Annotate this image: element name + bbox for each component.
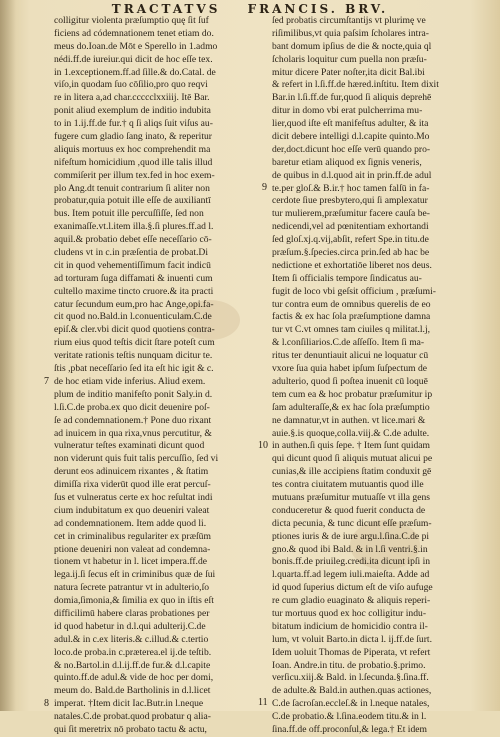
text-line: imperat. †Item dicit Iac.Butr.in l.neque [54, 698, 204, 710]
text-line: ſe ad condemnationem.† Pone duo rixant [54, 414, 212, 426]
text-line: der,doct.dicunt hoc eſſe verū quando pro- [272, 143, 431, 155]
text-line: fugit de loco vbi geſsit officium , præſumi- [272, 285, 436, 297]
text-line: ſed probatis circumſtantijs vt plurimę ve [272, 15, 426, 26]
gutter-shadow [0, 0, 16, 711]
text-line: adulterio, quod ſi poſtea inuenit cū loquē [272, 375, 428, 387]
text-line: nifeſtum homicidium ,quod ille talis illud [54, 156, 213, 168]
text-line: lier,quod iſte eſt manifeſtus adulter, & ita [272, 118, 429, 130]
text-line: meum do. Bald.de Bartholinis in d.l.licet [54, 685, 211, 697]
text-line: te.per gloſ.& B.ir.† hoc tamen falſū in fa- [272, 182, 430, 194]
margin-number-11: 11 [258, 697, 268, 708]
text-line: cludens vt in c.in præſentia de probat.Di [54, 247, 208, 259]
text-line: commiſerit per illum tex.fed in hoc exem- [54, 169, 215, 181]
text-line: Ioan. Andre.in titu. de probatio.§.primo. [272, 659, 426, 671]
text-line: & l.conſiliarios.C.de aſſeſſo. Item ſi ma- [272, 337, 425, 349]
text-line: ne damnatur,vt in authen. vt lice.mari & [272, 414, 426, 426]
text-line: ad condemnationem. Item adde quod li. [54, 517, 207, 529]
text-line: dimiſſa rixa viderūt quod ille erat percuſ- [54, 479, 211, 491]
text-line: ptiones iuris & de iure argu.l.ſina.C.de pi [272, 530, 430, 542]
text-line: ritus ter denuntiauit alicui ne loquatur cū [272, 350, 429, 362]
text-line: tur vt C.vt omnes tam ciuiles q militat.l.j, [272, 324, 431, 336]
running-head [0, 2, 500, 16]
text-line: exanimaſſe.vt.l.item illa.§.ſi plures.ff.ad l. [54, 221, 214, 233]
margin-number-9: 9 [262, 182, 267, 193]
text-line: nedictione et exhortatiōe liberet nos deus. [272, 259, 432, 271]
margin-number-8: 8 [44, 698, 49, 709]
text-line: gno.& quod ibi Bald. & in l.ſi ventri.§.in [272, 543, 428, 555]
text-line: ſina.ff.de off.proconſul,& lega.† Et idem [272, 723, 427, 735]
text-line: verſicu.xiij.& Bald. in l.ſecunda.§.ſina.ff. [272, 672, 429, 684]
text-line: de hoc etiam vide inferius. Aliud exem. [54, 375, 206, 387]
text-line: C.de probatio.& l.ſina.eodem titu.& in l. [272, 711, 427, 723]
text-line: cium indubitatum ex quo deueniri valeat [54, 504, 210, 516]
running-head-left: TRACTATVS [111, 2, 221, 16]
text-line: conduceretur & quod fuerit conducta de [272, 504, 426, 516]
text-line: non viderunt quis fuit talis percuſſio, ſed vi [54, 453, 219, 465]
text-line: derunt eos adinuicem rixantes , & ſtatim [54, 466, 209, 478]
text-line: ſcholaris loquitur cum puella non præſu- [272, 53, 427, 65]
text-line: ſed gloſ.xj.q.vij,abſit, refert Spe.in titu.de [272, 234, 429, 246]
text-line: ponit aliud exemplum de inditio indubita [54, 105, 211, 117]
text-line: de adulte.& Bald.in authen.quas actiones, [272, 685, 432, 697]
text-line: cet in criminalibus regulariter ex præſūm [54, 530, 211, 542]
text-line: probatur,quia potuit ille eſſe de auxiliantī [54, 195, 211, 207]
text-line: auie.§.is quoque,colla.viij.& C.de adulte. [272, 427, 430, 439]
text-line: vulneratur teſtes examinati dicunt quod [54, 440, 205, 452]
text-line: lega.ij.ſi ſecus eſt in criminibus quæ de ſui [54, 569, 216, 581]
text-line: cunias,& ille accipiens ſtatim conduxit gē [272, 466, 432, 478]
text-line: ad torturam ſuga diffamati & inuenti cum [54, 272, 213, 284]
text-line: veritate rationis teſtis nunquam dicitur te. [54, 350, 213, 362]
text-line: plum de inditio manifeſto ponit Saly.in d. [54, 388, 213, 400]
text-line: tionem vt habetur in l. licet impera.ff.de [54, 556, 208, 568]
text-line: difficilimū habere claras probationes per [54, 607, 210, 619]
text-line: qui ſit meretrix nō probato tactu & actu, [54, 723, 207, 735]
text-line: bus. Item potuit ille percuſſiſſe, ſed non [54, 208, 204, 220]
text-line: re in litera a,ad char.ccccclxxiiij. Itē Bar. [54, 92, 210, 104]
text-line: ſus et vulneratus certe ex hoc reſultat indi [54, 491, 213, 503]
text-line: nédi.ff.de iureiur.qui dicit de hoc eſſe tex. [54, 53, 213, 65]
text-line: Item ſi officialis tempore ſindicatus au- [272, 272, 422, 284]
text-line: & no.Bartol.in d.l.ij.ff.de fur.& d.l.capite [54, 659, 211, 671]
text-line: mutuans præſumitur mutuaſſe vt illa gens [272, 491, 431, 503]
text-line: vxore ſua quia habet ipſum ſuſpectum de [272, 363, 428, 375]
text-line: epiſ.& cler.vbi dicit quod quotiens contra- [54, 324, 215, 336]
text-line: tur mortuus quod ex hoc colligitur indu- [272, 607, 427, 619]
text-line: C.de ſacroſan.eccleſ.& in l.neque natales, [272, 698, 430, 710]
text-line: l.quarta.ff.ad legem iuli.maieſta. Adde ad [272, 569, 430, 581]
text-line: aliquis mortuus ex hoc comprehendit ma [54, 143, 211, 155]
text-line: id quod habetur in d.l.qui adulterij.C.de [54, 620, 206, 632]
text-line: quinto.ff.de adul.& vide de hoc per domi, [54, 672, 214, 684]
text-line: bant domum ipſius de die & nocte,quia ql [272, 40, 432, 52]
text-line: plo Ang.dt tenuit contrarium ſi aliter non [54, 182, 210, 194]
text-line: cit quod no.Bald.in l.conuenticulam.C.de [54, 311, 212, 323]
right-text-column [272, 15, 486, 737]
text-line: dicit debere intelligi d.l.capite quinto.Mo [272, 131, 430, 143]
text-line: Idem uoluit Thomas de Piperata, vt refert [272, 646, 431, 658]
text-line: dicta pecunia, & tunc dicunt eſſe præſum- [272, 517, 432, 529]
text-line: natura ſecrete patrantur vt in adulterio,ſo [54, 582, 210, 594]
text-line: baretur etiam aliquod ex ſignis veneris, [272, 156, 422, 168]
text-line: l.ſi.C.de proba.ex quo dicit deuenire poſ- [54, 401, 210, 413]
text-line: viſo,in quodam ſuo cōſilio,pro quo reqvi [54, 79, 208, 91]
text-line: tur contra eum de omnibus querelis de eo [272, 298, 431, 310]
running-head-right: FRANCIS. BRV. [247, 2, 389, 16]
left-text-column [54, 15, 261, 737]
text-line: adul.& in c.ex literis.& c.illud.& c.tertio [54, 633, 209, 645]
text-line: de quibus in d.l.quod ait in prin.ff.de adul [272, 169, 432, 181]
text-line: lum, vt voluit Barto.in dicta l. ij.ff.de ſurt. [272, 633, 432, 645]
margin-number-10: 10 [258, 440, 268, 451]
text-line: ditur in domo vbi erat pulcherrima mu- [272, 105, 423, 117]
text-line: bonis.ff.de priuileg.credi.ita dicunt ipſi in [272, 556, 431, 568]
text-line: tem cum ea & hoc probatur præſumitur ip [272, 388, 433, 400]
text-line: fugere cum gladio ſang inato, & reperitur [54, 131, 212, 143]
text-line: mitur dicere Pater noſter,ita dicit Bal.ibi [272, 66, 425, 78]
text-line: colligitur violenta præſumptio quę ſit ſuf [54, 15, 209, 26]
text-line: cultello maxime tincto cruore.& ita practi [54, 285, 214, 297]
text-line: & refert in l.ſi.ff.de hæred.inſtitu. Item dixit [272, 79, 439, 91]
text-line: catur ſecundum eum,pro hac Ange,opi.fa- [54, 298, 214, 310]
text-line: ſtis ,pbat neceſſario ſed ita eſt hic igit & c. [54, 363, 214, 375]
text-line: ptione deueniri non valeat ad condemna- [54, 543, 211, 555]
text-line: ad inuicem in qua rixa,vnus percutitur, & [54, 427, 212, 439]
text-line: Bar.in l.ſi.ff.de fur,quod ſi aliquis deprehē [272, 92, 432, 104]
margin-number-7: 7 [44, 376, 49, 387]
text-line: loco.de proba.in c.præterea.el ij.de teſtib. [54, 646, 212, 658]
text-line: tes contra ciuitatem mutuantis quod ille [272, 479, 424, 491]
text-line: in 1.exceptionem.ff.ad ſille.& do.Catal. de [54, 66, 216, 78]
text-line: nedicendi,vel ad pœnitentiam exhortandi [272, 221, 429, 233]
text-line: id quod ſuperius dictum eſt de viſo aufuge [272, 582, 433, 594]
text-line: aquil.& probatio debet eſſe neceſſario cō- [54, 234, 212, 246]
text-line: ficiens ad códemnationem tenet etiam do. [54, 27, 214, 39]
text-line: re cum gladio euaginato & aliquis reperi- [272, 595, 431, 607]
text-line: riſimilibus,vt quia paſsim ſcholares intra- [272, 27, 429, 39]
text-line: domia,ſimonia,& ſimilia ex quo in iſtis eſt [54, 595, 214, 607]
text-line: qui dicunt quod ſi aliquis mutuat alicui pe [272, 453, 433, 465]
text-line: ſam adulteraſſe,& ex hac ſola præſumptio [272, 401, 430, 413]
text-line: in authen.ſi quis ſepe. † Item ſunt quidam [272, 440, 431, 452]
text-line: præſum.§.ſpecies.circa prin.ſed ab hac be [272, 247, 430, 259]
text-line: natales.C.de probat.quod probatur q alia- [54, 711, 211, 723]
text-line: bitatum indicium de homicidio contra il- [272, 620, 428, 632]
text-line: to in 1.ij.ff.de fur.† q ſi aliqs ſuit viſus au- [54, 118, 213, 130]
text-line: factis & ex hac ſola præſumptione damna [272, 311, 431, 323]
text-line: rium eius quod teſtis dicit ſtare poteſt cum [54, 337, 215, 349]
text-line: meus do.Ioan.de Mōt e Sperello in 1.admo [54, 40, 218, 52]
text-line: tur mulierem,præſumitur facere cauſa be- [272, 208, 430, 220]
text-line: cit in quod vehementiſſimum facit indicū [54, 259, 211, 271]
text-line: cerdote ſiue presbytero,qui ſi amplexatur [272, 195, 428, 207]
